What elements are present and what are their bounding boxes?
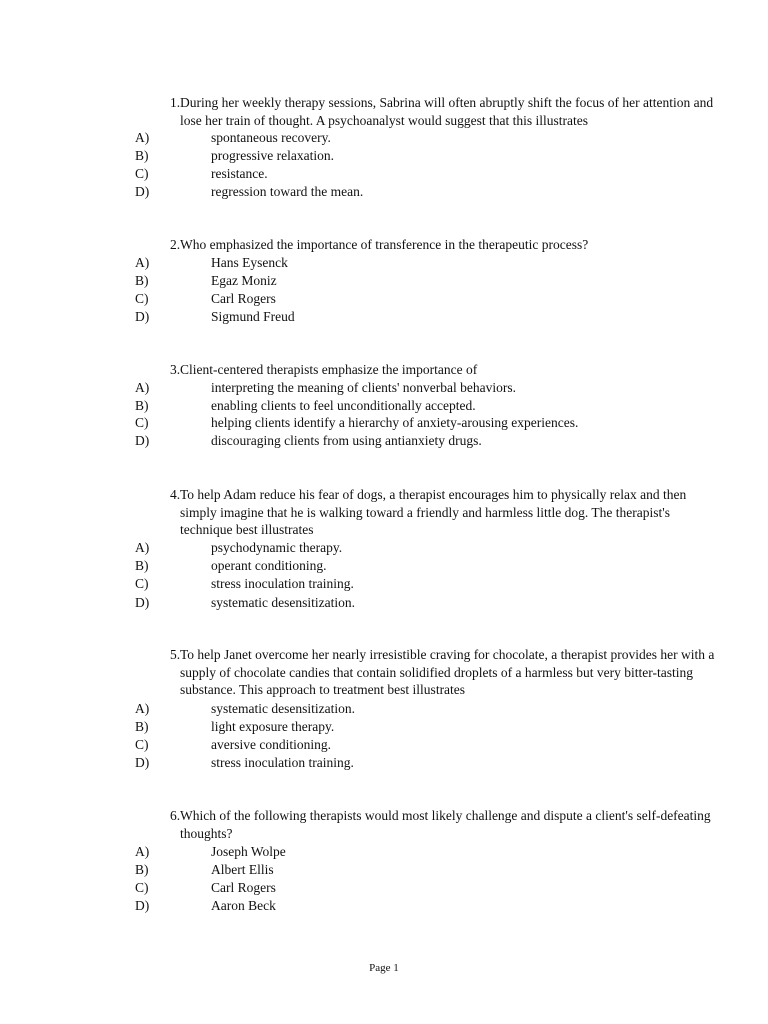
question-number: 3. — [170, 362, 181, 377]
question-number: 6. — [170, 808, 181, 823]
answer-option-c — [0, 736, 768, 754]
option-letter: B) — [135, 862, 149, 877]
answer-option-c — [0, 290, 768, 308]
option-letter: D) — [135, 755, 150, 770]
option-text: helping clients identify a hierarchy of anxiety-arousing experiences. — [211, 415, 579, 430]
option-letter: D) — [135, 309, 150, 324]
answer-option-b — [0, 557, 768, 575]
option-letter: A) — [135, 130, 150, 145]
option-text: Egaz Moniz — [211, 273, 277, 288]
option-text: Aaron Beck — [211, 898, 276, 913]
option-text: systematic desensitization. — [211, 595, 355, 610]
option-text: enabling clients to feel unconditionally accepted. — [211, 398, 476, 413]
answer-option-d — [0, 754, 768, 772]
question-stem — [170, 646, 725, 699]
option-letter: A) — [135, 844, 150, 859]
question-stem — [170, 236, 725, 254]
question-stem — [170, 486, 725, 539]
option-letter: C) — [135, 576, 149, 591]
option-text: regression toward the mean. — [211, 184, 364, 199]
answer-option-a — [0, 379, 768, 397]
option-text: Sigmund Freud — [211, 309, 295, 324]
answer-option-c — [0, 165, 768, 183]
question-number: 1. — [170, 95, 181, 110]
answer-option-b — [0, 718, 768, 736]
question-stem — [170, 361, 725, 379]
answer-option-a — [0, 843, 768, 861]
option-letter: A) — [135, 701, 150, 716]
option-letter: C) — [135, 291, 149, 306]
question-text: Client-centered therapists emphasize the importance of — [180, 362, 478, 377]
question-number: 5. — [170, 647, 181, 662]
option-text: Carl Rogers — [211, 291, 276, 306]
question-text: To help Janet overcome her nearly irresistible craving for chocolate, a therapist provides her with a supply of chocolate candies that contain solidified droplets of a harmless but very bitter-tasting substance. This approach to treatment best illustrates — [180, 647, 715, 697]
option-letter: C) — [135, 880, 149, 895]
answer-option-a — [0, 129, 768, 147]
answer-option-d — [0, 432, 768, 450]
option-text: Albert Ellis — [211, 862, 274, 877]
option-text: stress inoculation training. — [211, 755, 354, 770]
option-letter: B) — [135, 719, 149, 734]
page-number: Page 1 — [369, 962, 399, 974]
option-text: interpreting the meaning of clients' nonverbal behaviors. — [211, 380, 516, 395]
option-letter: D) — [135, 898, 150, 913]
answer-option-c — [0, 575, 768, 593]
question-text: Who emphasized the importance of transference in the therapeutic process? — [180, 237, 589, 252]
question-stem — [170, 94, 725, 129]
option-letter: B) — [135, 273, 149, 288]
option-text: Joseph Wolpe — [211, 844, 286, 859]
option-letter: A) — [135, 540, 150, 555]
option-letter: A) — [135, 380, 150, 395]
question-text: To help Adam reduce his fear of dogs, a therapist encourages him to physically relax and then simply imagine that he is walking toward a friendly and harmless little dog. The therapist's technique best illustrates — [180, 487, 687, 537]
option-text: Hans Eysenck — [211, 255, 288, 270]
answer-option-a — [0, 539, 768, 557]
option-letter: B) — [135, 558, 149, 573]
option-text: resistance. — [211, 166, 268, 181]
option-letter: B) — [135, 148, 149, 163]
answer-option-d — [0, 897, 768, 915]
option-letter: A) — [135, 255, 150, 270]
answer-option-c — [0, 414, 768, 432]
question-number: 2. — [170, 237, 181, 252]
option-letter: D) — [135, 184, 150, 199]
question-stem — [170, 807, 725, 842]
question-text: Which of the following therapists would most likely challenge and dispute a client's self-defeating thoughts? — [180, 808, 711, 841]
answer-option-c — [0, 879, 768, 897]
option-letter: C) — [135, 737, 149, 752]
option-letter: D) — [135, 595, 150, 610]
answer-option-d — [0, 183, 768, 201]
option-text: light exposure therapy. — [211, 719, 335, 734]
answer-option-d — [0, 308, 768, 326]
option-letter: B) — [135, 398, 149, 413]
answer-option-a — [0, 700, 768, 718]
answer-option-b — [0, 272, 768, 290]
option-text: systematic desensitization. — [211, 701, 355, 716]
answer-option-b — [0, 397, 768, 415]
option-text: Carl Rogers — [211, 880, 276, 895]
option-letter: D) — [135, 433, 150, 448]
option-text: psychodynamic therapy. — [211, 540, 343, 555]
option-text: operant conditioning. — [211, 558, 327, 573]
question-number: 4. — [170, 487, 181, 502]
answer-option-a — [0, 254, 768, 272]
option-text: stress inoculation training. — [211, 576, 354, 591]
option-text: progressive relaxation. — [211, 148, 334, 163]
option-text: discouraging clients from using antianxiety drugs. — [211, 433, 482, 448]
option-letter: C) — [135, 415, 149, 430]
option-letter: C) — [135, 166, 149, 181]
option-text: spontaneous recovery. — [211, 130, 331, 145]
answer-option-b — [0, 147, 768, 165]
question-text: During her weekly therapy sessions, Sabrina will often abruptly shift the focus of her attention and lose her train of thought. A psychoanalyst would suggest that this illustrates — [180, 95, 714, 128]
answer-option-b — [0, 861, 768, 879]
option-text: aversive conditioning. — [211, 737, 331, 752]
answer-option-d — [0, 594, 768, 612]
